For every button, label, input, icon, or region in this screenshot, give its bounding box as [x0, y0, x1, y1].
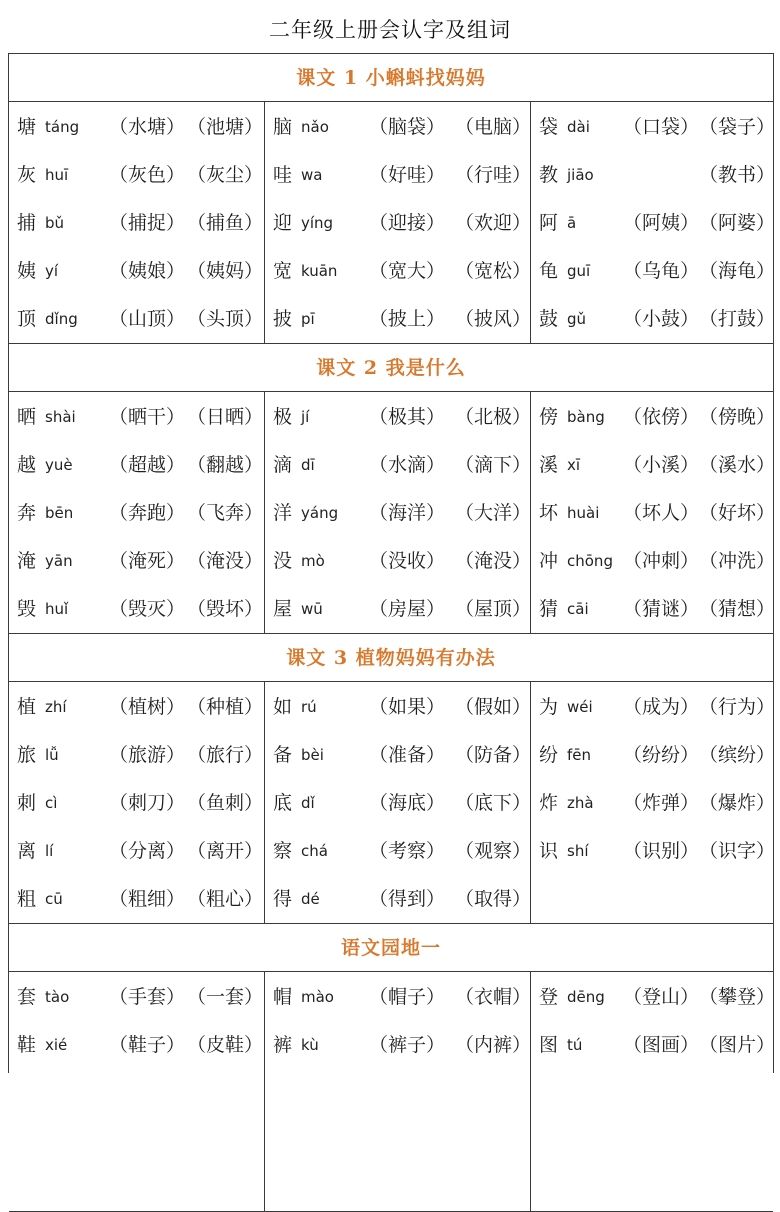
- vocab-column: [530, 972, 775, 1211]
- word-2: （防备）: [455, 744, 532, 766]
- vocab-row: [9, 972, 264, 1020]
- vocab-row: [531, 730, 775, 778]
- pinyin: nǎo: [301, 118, 329, 136]
- vocab-row: [531, 392, 775, 440]
- vocab-row: [9, 488, 264, 536]
- character: 得: [273, 888, 293, 910]
- word-2: （一套）: [187, 986, 264, 1008]
- vocab-row: [9, 440, 264, 488]
- vocab-row: [531, 102, 775, 150]
- word-1: （鞋子）: [109, 1034, 186, 1056]
- vocab-row: [265, 682, 531, 730]
- character: 姨: [17, 260, 37, 282]
- word-2: （灰尘）: [187, 164, 264, 186]
- word-2: （假如）: [455, 696, 532, 718]
- word-2: （傍晚）: [699, 406, 776, 428]
- pinyin: huī: [45, 166, 69, 184]
- word-2: （冲洗）: [699, 550, 776, 572]
- vocab-column: [530, 102, 775, 343]
- vocab-row: [531, 150, 775, 198]
- word-1: （奔跑）: [109, 502, 186, 524]
- vocab-row: [265, 1020, 531, 1068]
- word-2: （毁坏）: [187, 598, 264, 620]
- character: 坏: [539, 502, 559, 524]
- pinyin: bǔ: [45, 214, 65, 232]
- character: 宽: [273, 260, 293, 282]
- pinyin: dé: [301, 890, 320, 908]
- vocab-column: [264, 392, 531, 633]
- word-1: （房屋）: [369, 598, 446, 620]
- character: 极: [273, 406, 293, 428]
- pinyin: huài: [567, 504, 600, 522]
- character: 如: [273, 696, 293, 718]
- pinyin: zhí: [45, 698, 67, 716]
- pinyin: dī: [301, 456, 315, 474]
- vocab-row: [531, 682, 775, 730]
- word-1: （小溪）: [623, 454, 700, 476]
- vocab-row: [265, 826, 531, 874]
- word-2: （行哇）: [455, 164, 532, 186]
- pinyin: pī: [301, 310, 315, 328]
- vocab-row: [9, 1020, 264, 1068]
- word-2: （欢迎）: [455, 212, 532, 234]
- character: 袋: [539, 116, 559, 138]
- character: 登: [539, 986, 559, 1008]
- section-body: [9, 682, 776, 924]
- vocab-column: [530, 682, 775, 923]
- vocab-row: [9, 682, 264, 730]
- word-2: （爆炸）: [699, 792, 776, 814]
- vocab-column: [9, 102, 264, 343]
- word-2: （淹没）: [455, 550, 532, 572]
- word-2: （姨妈）: [187, 260, 264, 282]
- word-1: （分离）: [109, 840, 186, 862]
- character: 离: [17, 840, 37, 862]
- character: 阿: [539, 212, 559, 234]
- vocab-row: [9, 584, 264, 632]
- word-1: （宽大）: [369, 260, 446, 282]
- vocab-row: [531, 440, 775, 488]
- word-1: （纷纷）: [623, 744, 700, 766]
- section-heading: 课文 2 我是什么: [9, 344, 773, 392]
- vocab-row: [531, 198, 775, 246]
- word-2: （行为）: [699, 696, 776, 718]
- word-1: （准备）: [369, 744, 446, 766]
- word-1: （识别）: [623, 840, 700, 862]
- pinyin: bēn: [45, 504, 74, 522]
- character: 粗: [17, 888, 37, 910]
- character: 披: [273, 308, 293, 330]
- pinyin: yuè: [45, 456, 73, 474]
- pinyin: yíng: [301, 214, 334, 232]
- word-2: （缤纷）: [699, 744, 776, 766]
- word-1: （裤子）: [369, 1034, 446, 1056]
- word-2: （屋顶）: [455, 598, 532, 620]
- word-1: （海底）: [369, 792, 446, 814]
- pinyin: lí: [45, 842, 54, 860]
- character: 溪: [539, 454, 559, 476]
- word-1: （好哇）: [369, 164, 446, 186]
- word-2: （溪水）: [699, 454, 776, 476]
- word-2: （衣帽）: [455, 986, 532, 1008]
- vocab-row: [9, 536, 264, 584]
- vocab-row: [9, 246, 264, 294]
- vocab-row: [9, 874, 264, 922]
- character: 哇: [273, 164, 293, 186]
- character: 屋: [273, 598, 293, 620]
- vocabulary-table: [8, 53, 774, 1073]
- pinyin: jí: [301, 408, 310, 426]
- vocab-row: [9, 392, 264, 440]
- vocab-column: [9, 392, 264, 633]
- word-2: （翻越）: [187, 454, 264, 476]
- pinyin: shài: [45, 408, 76, 426]
- word-1: （灰色）: [109, 164, 186, 186]
- pinyin: guī: [567, 262, 591, 280]
- vocab-row: [9, 778, 264, 826]
- word-1: （炸弹）: [623, 792, 700, 814]
- word-2: （鱼刺）: [187, 792, 264, 814]
- vocab-row: [9, 198, 264, 246]
- character: 图: [539, 1034, 559, 1056]
- vocab-row: [265, 874, 531, 922]
- vocab-row: [265, 488, 531, 536]
- word-1: （冲刺）: [623, 550, 700, 572]
- vocab-row: [531, 1020, 775, 1068]
- word-2: （取得）: [455, 888, 532, 910]
- character: 傍: [539, 406, 559, 428]
- character: 帽: [273, 986, 293, 1008]
- word-2: （日晒）: [187, 406, 264, 428]
- vocab-row: [265, 294, 531, 342]
- vocab-row: [265, 730, 531, 778]
- character: 鞋: [17, 1034, 37, 1056]
- word-1: （刺刀）: [109, 792, 186, 814]
- word-1: （披上）: [369, 308, 446, 330]
- vocab-row: [9, 150, 264, 198]
- vocab-row: [9, 102, 264, 150]
- word-1: （口袋）: [623, 116, 700, 138]
- vocab-row: [531, 778, 775, 826]
- pinyin: ā: [567, 214, 577, 232]
- character: 晒: [17, 406, 37, 428]
- pinyin: lǚ: [45, 746, 59, 764]
- character: 滴: [273, 454, 293, 476]
- character: 刺: [17, 792, 37, 814]
- word-2: （图片）: [699, 1034, 776, 1056]
- word-2: （电脑）: [455, 116, 532, 138]
- word-1: （依傍）: [623, 406, 700, 428]
- vocab-column: [264, 102, 531, 343]
- word-1: （如果）: [369, 696, 446, 718]
- pinyin: tú: [567, 1036, 583, 1054]
- pinyin: cū: [45, 890, 63, 908]
- vocab-row: [9, 294, 264, 342]
- pinyin: chōng: [567, 552, 613, 570]
- vocab-row: [9, 826, 264, 874]
- word-2: （头顶）: [187, 308, 264, 330]
- character: 识: [539, 840, 559, 862]
- character: 淹: [17, 550, 37, 572]
- word-1: （乌龟）: [623, 260, 700, 282]
- character: 察: [273, 840, 293, 862]
- word-2: （阿婆）: [699, 212, 776, 234]
- section-heading: 语文园地一: [9, 924, 773, 972]
- pinyin: yáng: [301, 504, 339, 522]
- pinyin: kù: [301, 1036, 319, 1054]
- word-1: （淹死）: [109, 550, 186, 572]
- word-2: （宽松）: [455, 260, 532, 282]
- character: 炸: [539, 792, 559, 814]
- word-1: （植树）: [109, 696, 186, 718]
- word-1: （粗细）: [109, 888, 186, 910]
- vocab-row: [531, 294, 775, 342]
- word-1: （脑袋）: [369, 116, 446, 138]
- section-heading: 课文 1 小蝌蚪找妈妈: [9, 54, 773, 102]
- vocab-row: [265, 778, 531, 826]
- vocab-column: [530, 392, 775, 633]
- word-2: （内裤）: [455, 1034, 532, 1056]
- word-2: （好坏）: [699, 502, 776, 524]
- section-body: [9, 102, 776, 344]
- vocab-row: [531, 584, 775, 632]
- vocab-row: [265, 198, 531, 246]
- word-1: （迎接）: [369, 212, 446, 234]
- vocab-column: [264, 972, 531, 1211]
- word-2: （淹没）: [187, 550, 264, 572]
- word-1: （山顶）: [109, 308, 186, 330]
- pinyin: cì: [45, 794, 58, 812]
- pinyin: tào: [45, 988, 70, 1006]
- vocab-row: [9, 730, 264, 778]
- word-1: （毁灭）: [109, 598, 186, 620]
- pinyin: shí: [567, 842, 589, 860]
- vocab-row: [265, 150, 531, 198]
- character: 顶: [17, 308, 37, 330]
- character: 教: [539, 164, 559, 186]
- character: 底: [273, 792, 293, 814]
- character: 纷: [539, 744, 559, 766]
- word-1: （没收）: [369, 550, 446, 572]
- vocab-column: [264, 682, 531, 923]
- word-2: （离开）: [187, 840, 264, 862]
- word-1: （水塘）: [109, 116, 186, 138]
- pinyin: jiāo: [567, 166, 594, 184]
- word-2: （大洋）: [455, 502, 532, 524]
- pinyin: bèi: [301, 746, 324, 764]
- vocab-row: [265, 102, 531, 150]
- character: 套: [17, 986, 37, 1008]
- word-2: （粗心）: [187, 888, 264, 910]
- word-2: （池塘）: [187, 116, 264, 138]
- word-1: （小鼓）: [623, 308, 700, 330]
- character: 植: [17, 696, 37, 718]
- pinyin: dǐng: [45, 310, 78, 328]
- pinyin: wéi: [567, 698, 593, 716]
- character: 猜: [539, 598, 559, 620]
- word-1: （水滴）: [369, 454, 446, 476]
- word-1: （姨娘）: [109, 260, 186, 282]
- word-1: （成为）: [623, 696, 700, 718]
- word-2: （打鼓）: [699, 308, 776, 330]
- vocab-row: [531, 826, 775, 874]
- vocab-row: [265, 972, 531, 1020]
- word-2: （旅行）: [187, 744, 264, 766]
- character: 塘: [17, 116, 37, 138]
- character: 旅: [17, 744, 37, 766]
- pinyin: rú: [301, 698, 317, 716]
- word-2: （袋子）: [699, 116, 776, 138]
- word-2: （攀登）: [699, 986, 776, 1008]
- pinyin: kuān: [301, 262, 338, 280]
- word-2: （捕鱼）: [187, 212, 264, 234]
- word-1: （帽子）: [369, 986, 446, 1008]
- character: 没: [273, 550, 293, 572]
- vocab-row: [531, 488, 775, 536]
- pinyin: táng: [45, 118, 80, 136]
- word-1: （晒干）: [109, 406, 186, 428]
- word-1: （坏人）: [623, 502, 700, 524]
- vocab-row: [265, 536, 531, 584]
- character: 鼓: [539, 308, 559, 330]
- character: 龟: [539, 260, 559, 282]
- word-2: （识字）: [699, 840, 776, 862]
- word-2: （皮鞋）: [187, 1034, 264, 1056]
- word-1: （海洋）: [369, 502, 446, 524]
- pinyin: wū: [301, 600, 323, 618]
- character: 灰: [17, 164, 37, 186]
- word-1: （旅游）: [109, 744, 186, 766]
- word-2: （猜想）: [699, 598, 776, 620]
- word-1: （超越）: [109, 454, 186, 476]
- section-body: [9, 392, 776, 634]
- word-2: （底下）: [455, 792, 532, 814]
- word-2: （飞奔）: [187, 502, 264, 524]
- word-1: （考察）: [369, 840, 446, 862]
- character: 捕: [17, 212, 37, 234]
- word-2: （北极）: [455, 406, 532, 428]
- pinyin: xié: [45, 1036, 68, 1054]
- pinyin: wa: [301, 166, 323, 184]
- character: 为: [539, 696, 559, 718]
- pinyin: zhà: [567, 794, 594, 812]
- word-2: （海龟）: [699, 260, 776, 282]
- pinyin: mò: [301, 552, 325, 570]
- pinyin: huǐ: [45, 600, 69, 618]
- pinyin: dēng: [567, 988, 605, 1006]
- word-2: （教书）: [699, 164, 776, 186]
- pinyin: bàng: [567, 408, 605, 426]
- character: 裤: [273, 1034, 293, 1056]
- vocab-row: [265, 584, 531, 632]
- vocab-column: [9, 972, 264, 1211]
- section-body: [9, 972, 776, 1212]
- vocab-row: [531, 246, 775, 294]
- vocab-row: [265, 440, 531, 488]
- vocab-column: [9, 682, 264, 923]
- word-1: （手套）: [109, 986, 186, 1008]
- page-title: 二年级上册会认字及组词: [269, 18, 511, 42]
- character: 越: [17, 454, 37, 476]
- character: 奔: [17, 502, 37, 524]
- pinyin: yān: [45, 552, 73, 570]
- pinyin: yí: [45, 262, 59, 280]
- vocab-row: [531, 536, 775, 584]
- vocab-row: [531, 972, 775, 1020]
- word-1: （极其）: [369, 406, 446, 428]
- character: 备: [273, 744, 293, 766]
- word-2: （观察）: [455, 840, 532, 862]
- pinyin: gǔ: [567, 310, 587, 328]
- character: 冲: [539, 550, 559, 572]
- character: 脑: [273, 116, 293, 138]
- pinyin: chá: [301, 842, 328, 860]
- vocab-row: [265, 246, 531, 294]
- section-heading: 课文 3 植物妈妈有办法: [9, 634, 773, 682]
- word-2: （滴下）: [455, 454, 532, 476]
- word-2: （披风）: [455, 308, 532, 330]
- vocab-row: [265, 392, 531, 440]
- pinyin: dài: [567, 118, 590, 136]
- character: 洋: [273, 502, 293, 524]
- word-1: （阿姨）: [623, 212, 700, 234]
- character: 迎: [273, 212, 293, 234]
- pinyin: dǐ: [301, 794, 315, 812]
- word-1: （得到）: [369, 888, 446, 910]
- word-1: （登山）: [623, 986, 700, 1008]
- pinyin: mào: [301, 988, 334, 1006]
- character: 毁: [17, 598, 37, 620]
- word-2: （种植）: [187, 696, 264, 718]
- word-1: （图画）: [623, 1034, 700, 1056]
- word-1: （猜谜）: [623, 598, 700, 620]
- pinyin: cāi: [567, 600, 589, 618]
- pinyin: xī: [567, 456, 581, 474]
- word-1: （捕捉）: [109, 212, 186, 234]
- pinyin: fēn: [567, 746, 592, 764]
